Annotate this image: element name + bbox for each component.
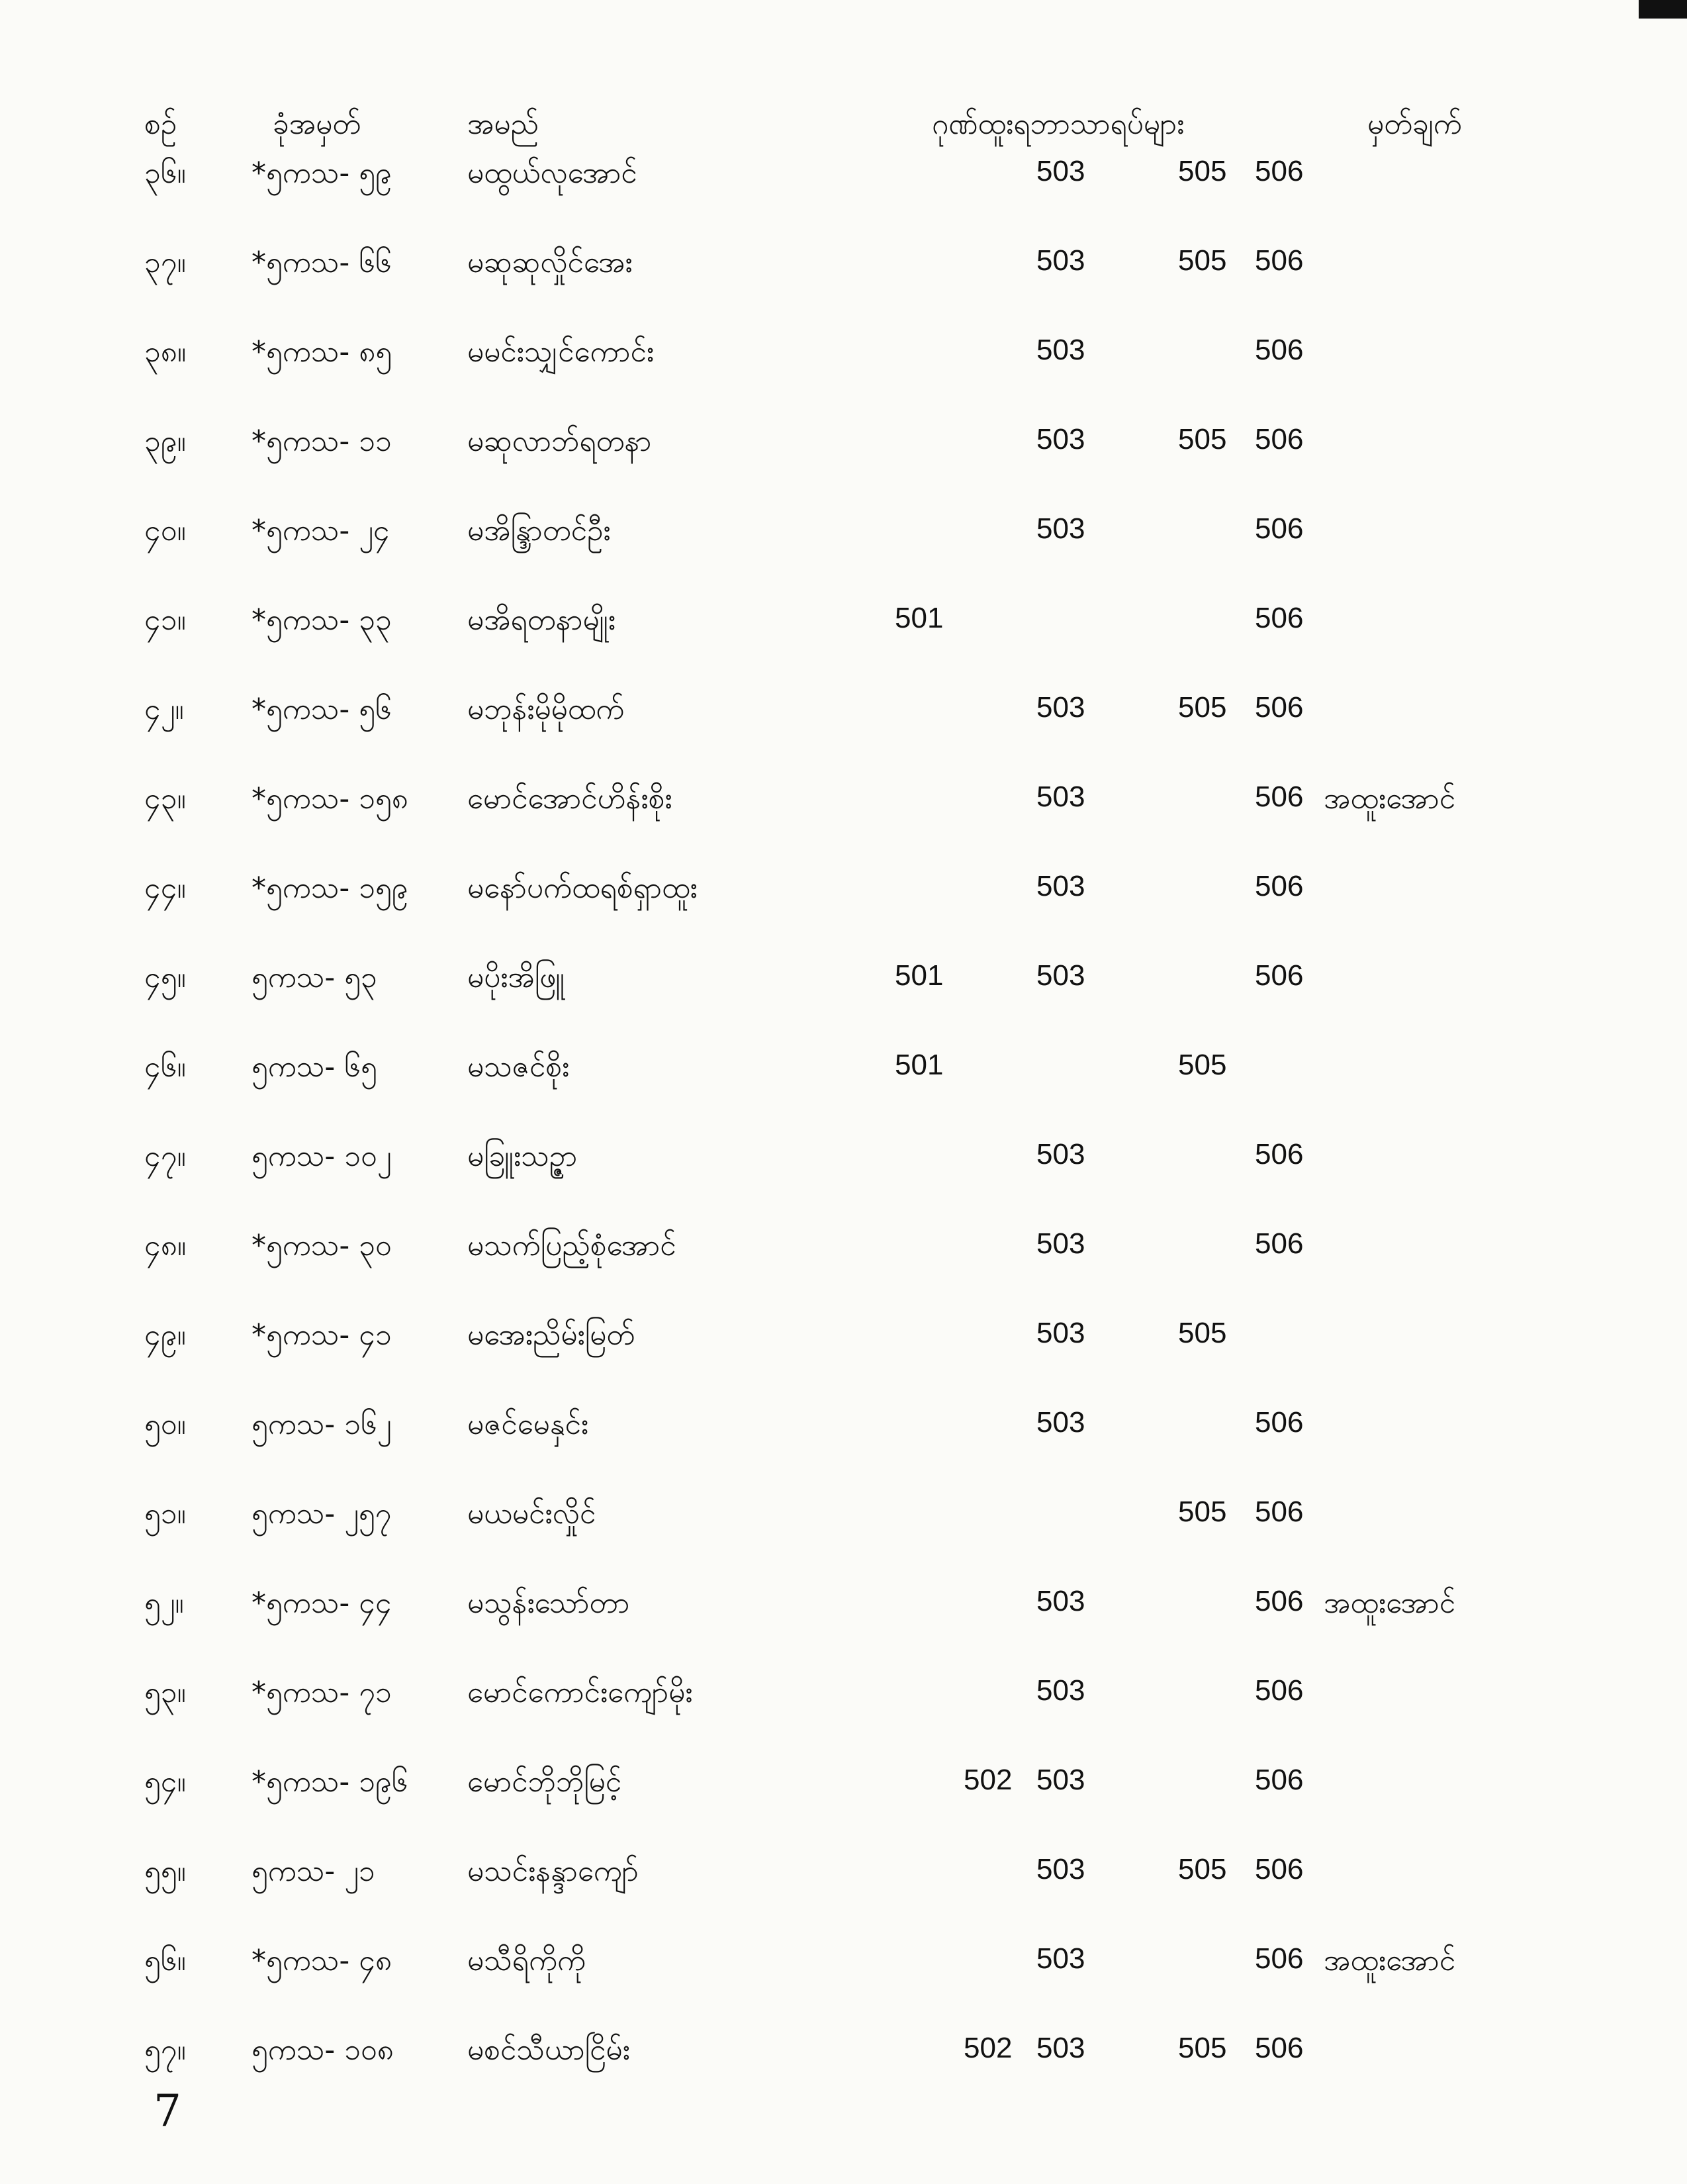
table-row — [0, 1049, 1687, 1108]
row-roll: *၅ကသ- ၆၆ — [251, 246, 392, 279]
row-roll: *၅ကသ- ၁၅၈ — [251, 782, 408, 816]
row-subject-503: 503 — [1036, 870, 1085, 902]
row-subject-503: 503 — [1036, 781, 1085, 813]
row-no: ၅၆။ — [144, 1944, 186, 1977]
table-row — [0, 1227, 1687, 1287]
row-subject-506: 506 — [1255, 1585, 1304, 1617]
row-no: ၅၅။ — [144, 1854, 186, 1888]
row-subject-503: 503 — [1036, 512, 1085, 545]
row-no: ၄၀။ — [144, 514, 186, 547]
table-row — [0, 423, 1687, 483]
row-no: ၄၅။ — [144, 961, 186, 994]
table-row — [0, 1942, 1687, 2002]
row-roll: ၅ကသ- ၁၆၂ — [251, 1407, 392, 1441]
row-no: ၄၃။ — [144, 782, 186, 816]
row-roll: *၅ကသ- ၁၁ — [251, 424, 392, 458]
row-name: မအိရတနာမျိုး — [467, 603, 616, 637]
row-name: မဆုဆုလှိုင်အေး — [467, 246, 633, 279]
table-row — [0, 781, 1687, 840]
row-subject-506: 506 — [1255, 244, 1304, 277]
row-no: ၄၄။ — [144, 871, 186, 905]
row-subject-506: 506 — [1255, 155, 1304, 187]
row-subject-506: 506 — [1255, 1496, 1304, 1528]
row-subject-505: 505 — [1178, 155, 1227, 187]
row-no: ၃၈။ — [144, 335, 187, 369]
row-no: ၄၉။ — [144, 1318, 186, 1352]
row-no: ၄၈။ — [144, 1229, 187, 1262]
row-no: ၃၆။ — [144, 156, 186, 190]
table-row — [0, 1764, 1687, 1823]
row-roll: ၅ကသ- ၂၅၇ — [251, 1497, 392, 1531]
row-subject-502: 502 — [964, 2032, 1013, 2064]
row-subject-506: 506 — [1255, 423, 1304, 455]
table-row — [0, 870, 1687, 929]
row-no: ၃၉။ — [144, 424, 186, 458]
row-name: မသွန်းသော်တာ — [467, 1586, 630, 1620]
row-roll: ၅ကသ- ၁၀၂ — [251, 1139, 392, 1173]
row-subject-506: 506 — [1255, 2032, 1304, 2064]
row-roll: *၅ကသ- ၁၉၆ — [251, 1765, 408, 1799]
row-subject-503: 503 — [1036, 691, 1085, 724]
row-subject-503: 503 — [1036, 334, 1085, 366]
row-subject-506: 506 — [1255, 691, 1304, 724]
row-roll: ၅ကသ- ၆၅ — [251, 1050, 377, 1084]
row-subject-506: 506 — [1255, 1138, 1304, 1170]
row-subject-503: 503 — [1036, 959, 1085, 992]
row-subject-503: 503 — [1036, 1942, 1085, 1975]
row-subject-506: 506 — [1255, 602, 1304, 634]
row-roll: *၅ကသ- ၄၄ — [251, 1586, 392, 1620]
table-row — [0, 1853, 1687, 1913]
row-no: ၅၀။ — [144, 1407, 186, 1441]
table-row — [0, 602, 1687, 661]
header-name: အမည် — [467, 107, 539, 141]
row-roll: *၅ကသ- ၄၁ — [251, 1318, 392, 1352]
row-roll: *၅ကသ- ၇၁ — [251, 1676, 392, 1709]
row-subject-506: 506 — [1255, 512, 1304, 545]
row-subject-501: 501 — [895, 1049, 944, 1081]
table-row — [0, 691, 1687, 751]
row-no: ၄၇။ — [144, 1139, 186, 1173]
row-subject-506: 506 — [1255, 1406, 1304, 1439]
header-no: စဉ် — [144, 107, 177, 141]
row-roll: *၅ကသ- ၃၀ — [251, 1229, 392, 1262]
row-roll: *၅ကသ- ၅၉ — [251, 156, 392, 190]
row-name: မသဇင်စိုး — [467, 1050, 570, 1084]
row-subject-505: 505 — [1178, 423, 1227, 455]
row-no: ၄၂။ — [144, 692, 184, 726]
table-row — [0, 244, 1687, 304]
table-row — [0, 1138, 1687, 1198]
row-no: ၄၁။ — [144, 603, 186, 637]
row-name: မနော်ပက်ထရစ်ရှာထူး — [467, 871, 698, 905]
row-subject-503: 503 — [1036, 1585, 1085, 1617]
header-remarks: မှတ်ချက် — [1367, 107, 1462, 141]
row-no: ၅၃။ — [144, 1676, 186, 1709]
row-subject-503: 503 — [1036, 1853, 1085, 1885]
row-subject-506: 506 — [1255, 1764, 1304, 1796]
row-name: မဘုန်းမိုမိုထက် — [467, 692, 625, 726]
table-row — [0, 1317, 1687, 1376]
row-name: မသင်းနန္ဒာကျော် — [467, 1854, 639, 1888]
table-row — [0, 1585, 1687, 1644]
row-subject-503: 503 — [1036, 2032, 1085, 2064]
row-subject-503: 503 — [1036, 1674, 1085, 1707]
row-subject-505: 505 — [1178, 691, 1227, 724]
row-name: မသီရိကိုကို — [467, 1944, 586, 1977]
row-name: မမင်းသျှင်ကောင်း — [467, 335, 655, 369]
row-name: မစင်သီယာငြိမ်း — [467, 2033, 630, 2067]
row-name: မဆုလာဘ်ရတနာ — [467, 424, 652, 458]
row-subject-505: 505 — [1178, 1049, 1227, 1081]
row-subject-505: 505 — [1178, 2032, 1227, 2064]
row-name: မဇင်မေနှင်း — [467, 1407, 589, 1441]
table-row — [0, 959, 1687, 1019]
row-subject-505: 505 — [1178, 244, 1227, 277]
row-name: မထွယ်လုအောင် — [467, 156, 637, 190]
row-subject-506: 506 — [1255, 1942, 1304, 1975]
table-row — [0, 155, 1687, 214]
row-no: ၅၁။ — [144, 1497, 186, 1531]
row-roll: *၅ကသ- ၅၆ — [251, 692, 392, 726]
row-roll: *၅ကသ- ၈၅ — [251, 335, 392, 369]
row-roll: ၅ကသ- ၂၁ — [251, 1854, 375, 1888]
row-remark: အထူးအောင် — [1324, 1944, 1456, 1977]
row-subject-501: 501 — [895, 602, 944, 634]
row-subject-503: 503 — [1036, 1227, 1085, 1260]
row-name: မောင်ဘိုဘိုမြင့် — [467, 1765, 622, 1799]
row-subject-506: 506 — [1255, 781, 1304, 813]
row-subject-505: 505 — [1178, 1317, 1227, 1349]
row-subject-502: 502 — [964, 1764, 1013, 1796]
row-subject-503: 503 — [1036, 155, 1085, 187]
row-no: ၅၇။ — [144, 2033, 186, 2067]
row-subject-503: 503 — [1036, 423, 1085, 455]
row-name: မအေးညိမ်းမြတ် — [467, 1318, 635, 1352]
row-name: မအိန္ဒြာတင်ဦး — [467, 514, 611, 547]
row-subject-501: 501 — [895, 959, 944, 992]
row-subject-503: 503 — [1036, 1764, 1085, 1796]
row-roll: *၅ကသ- ၂၄ — [251, 514, 390, 547]
row-subject-506: 506 — [1255, 334, 1304, 366]
page-number: 7 — [154, 2085, 181, 2136]
table-row — [0, 1496, 1687, 1555]
row-subject-506: 506 — [1255, 1227, 1304, 1260]
table-row — [0, 1674, 1687, 1734]
row-subject-503: 503 — [1036, 244, 1085, 277]
row-roll: ၅ကသ- ၅၃ — [251, 961, 377, 994]
header-subjects: ဂုဏ်ထူးရဘာသာရပ်များ — [932, 107, 1185, 141]
row-no: ၅၄။ — [144, 1765, 186, 1799]
row-subject-506: 506 — [1255, 1853, 1304, 1885]
row-roll: *၅ကသ- ၁၅၉ — [251, 871, 408, 905]
row-roll: *၅ကသ- ၄၈ — [251, 1944, 392, 1977]
row-no: ၅၂။ — [144, 1586, 184, 1620]
table-row — [0, 1406, 1687, 1466]
row-roll: *၅ကသ- ၃၃ — [251, 603, 392, 637]
row-name: မောင်ကောင်းကျော်မိုး — [467, 1676, 693, 1709]
row-subject-506: 506 — [1255, 1674, 1304, 1707]
row-subject-506: 506 — [1255, 959, 1304, 992]
row-subject-505: 505 — [1178, 1853, 1227, 1885]
row-name: မသက်ပြည့်စုံအောင် — [467, 1229, 676, 1262]
table-row — [0, 334, 1687, 393]
row-subject-503: 503 — [1036, 1406, 1085, 1439]
row-no: ၃၇။ — [144, 246, 186, 279]
row-subject-503: 503 — [1036, 1317, 1085, 1349]
row-remark: အထူးအောင် — [1324, 1586, 1456, 1620]
row-no: ၄၆။ — [144, 1050, 186, 1084]
table-row — [0, 2032, 1687, 2091]
row-remark: အထူးအောင် — [1324, 782, 1456, 816]
row-name: မယမင်းလှိုင် — [467, 1497, 596, 1531]
row-name: မပိုးအိဖြူ — [467, 961, 565, 994]
row-name: မောင်အောင်ဟိန်းစိုး — [467, 782, 672, 816]
row-subject-503: 503 — [1036, 1138, 1085, 1170]
row-roll: ၅ကသ- ၁၀၈ — [251, 2033, 394, 2067]
row-subject-506: 506 — [1255, 870, 1304, 902]
row-name: မခြူးသဉ္ဇာ — [467, 1139, 578, 1173]
row-subject-505: 505 — [1178, 1496, 1227, 1528]
table-row — [0, 512, 1687, 572]
header-roll: ခုံအမှတ် — [273, 107, 361, 141]
